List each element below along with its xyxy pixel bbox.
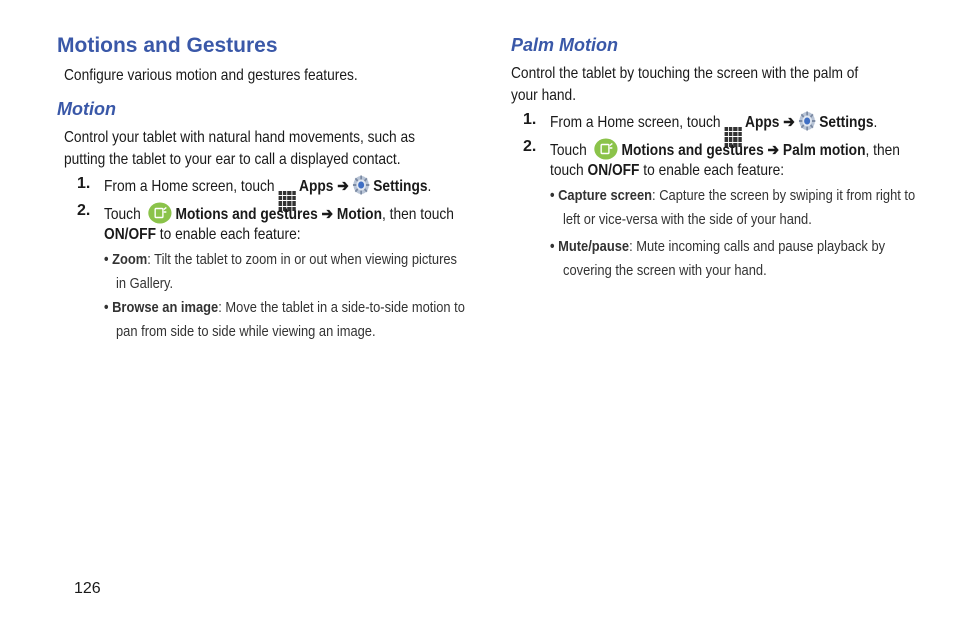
bullet-mark: • [550, 187, 555, 204]
apps-label: Apps [299, 178, 334, 195]
palm-description-line1: Control the tablet by touching the screen with the palm of [511, 65, 859, 82]
bullet-mark: • [104, 299, 109, 316]
then-word: , then [865, 142, 900, 159]
settings-gear-icon [353, 175, 370, 195]
section-title-motion: Motion [57, 99, 116, 119]
step2-text-line1 [550, 138, 954, 160]
step-number: 2. [523, 138, 537, 155]
step-number: 2. [77, 202, 91, 219]
touch-word: Touch [550, 142, 587, 159]
arrow: ➔ [337, 178, 349, 195]
step2-text-line2 [550, 162, 822, 180]
zoom-term: Zoom [112, 251, 148, 268]
settings-gear-icon [799, 111, 816, 131]
section-title-palm-motion: Palm Motion [511, 35, 618, 55]
bullet-capture-line2: left or vice-versa with the side of your hand. [563, 211, 812, 228]
page-title: Motions and Gestures [57, 34, 278, 57]
page-number: 126 [74, 580, 101, 597]
bullet-capture-line1 [550, 187, 954, 204]
enable-text: to enable each feature: [159, 226, 301, 243]
onoff-label: ON/OFF [587, 162, 640, 179]
browse-text: : Move the tablet in a side-to-side motion to [218, 299, 465, 316]
capture-term: Capture screen [558, 187, 653, 204]
step1-prefix: From a Home screen, touch [550, 114, 721, 131]
step-number: 1. [77, 175, 91, 192]
step2-text-line1 [104, 202, 511, 224]
step1-prefix: From a Home screen, touch [104, 178, 275, 195]
settings-label: Settings [373, 178, 428, 195]
motion-description-line1: Control your tablet with natural hand movements, such as [64, 129, 416, 146]
bullet-mute-line1 [550, 238, 940, 255]
onoff-label: ON/OFF [104, 226, 156, 243]
capture-text: : Capture the screen by swiping it from right to [652, 187, 916, 204]
period: . [873, 114, 878, 131]
motion-label: Motion [336, 206, 382, 223]
arrow: ➔ [767, 142, 780, 159]
motions-gestures-icon [594, 138, 618, 160]
motions-gestures-icon [148, 202, 172, 224]
bullet-mark: • [550, 238, 555, 255]
touch-word: Touch [104, 206, 141, 223]
zoom-text: : Tilt the tablet to zoom in or out when viewing pictures [147, 251, 457, 268]
bullet-zoom-line1 [104, 251, 514, 268]
intro-text: Configure various motion and gestures features. [64, 67, 358, 84]
apps-label: Apps [745, 114, 780, 131]
bullet-browse-line1 [104, 299, 524, 316]
motions-gestures-label: Motions and gestures [621, 142, 764, 159]
touch-word: touch [550, 162, 584, 179]
mute-text: : Mute incoming calls and pause playback by [629, 238, 886, 255]
arrow: ➔ [783, 114, 795, 131]
mute-term: Mute/pause [558, 238, 630, 255]
step2-text-line2 [104, 226, 333, 244]
palm-motion-label: Palm motion [782, 142, 866, 159]
step-number: 1. [523, 111, 537, 128]
bullet-browse-line2: pan from side to side while viewing an image. [116, 323, 376, 340]
browse-term: Browse an image [112, 299, 219, 316]
bullet-mark: • [104, 251, 109, 268]
period: . [427, 178, 432, 195]
palm-description-line2: your hand. [511, 87, 577, 104]
motions-gestures-label: Motions and gestures [175, 206, 318, 223]
bullet-zoom-line2: in Gallery. [116, 275, 174, 292]
arrow: ➔ [321, 206, 334, 223]
motion-description-line2: putting the tablet to your ear to call a displayed contact. [64, 151, 401, 168]
bullet-mute-line2: covering the screen with your hand. [563, 262, 767, 279]
then-touch: , then touch [381, 206, 454, 223]
enable-text: to enable each feature: [643, 162, 785, 179]
settings-label: Settings [819, 114, 874, 131]
